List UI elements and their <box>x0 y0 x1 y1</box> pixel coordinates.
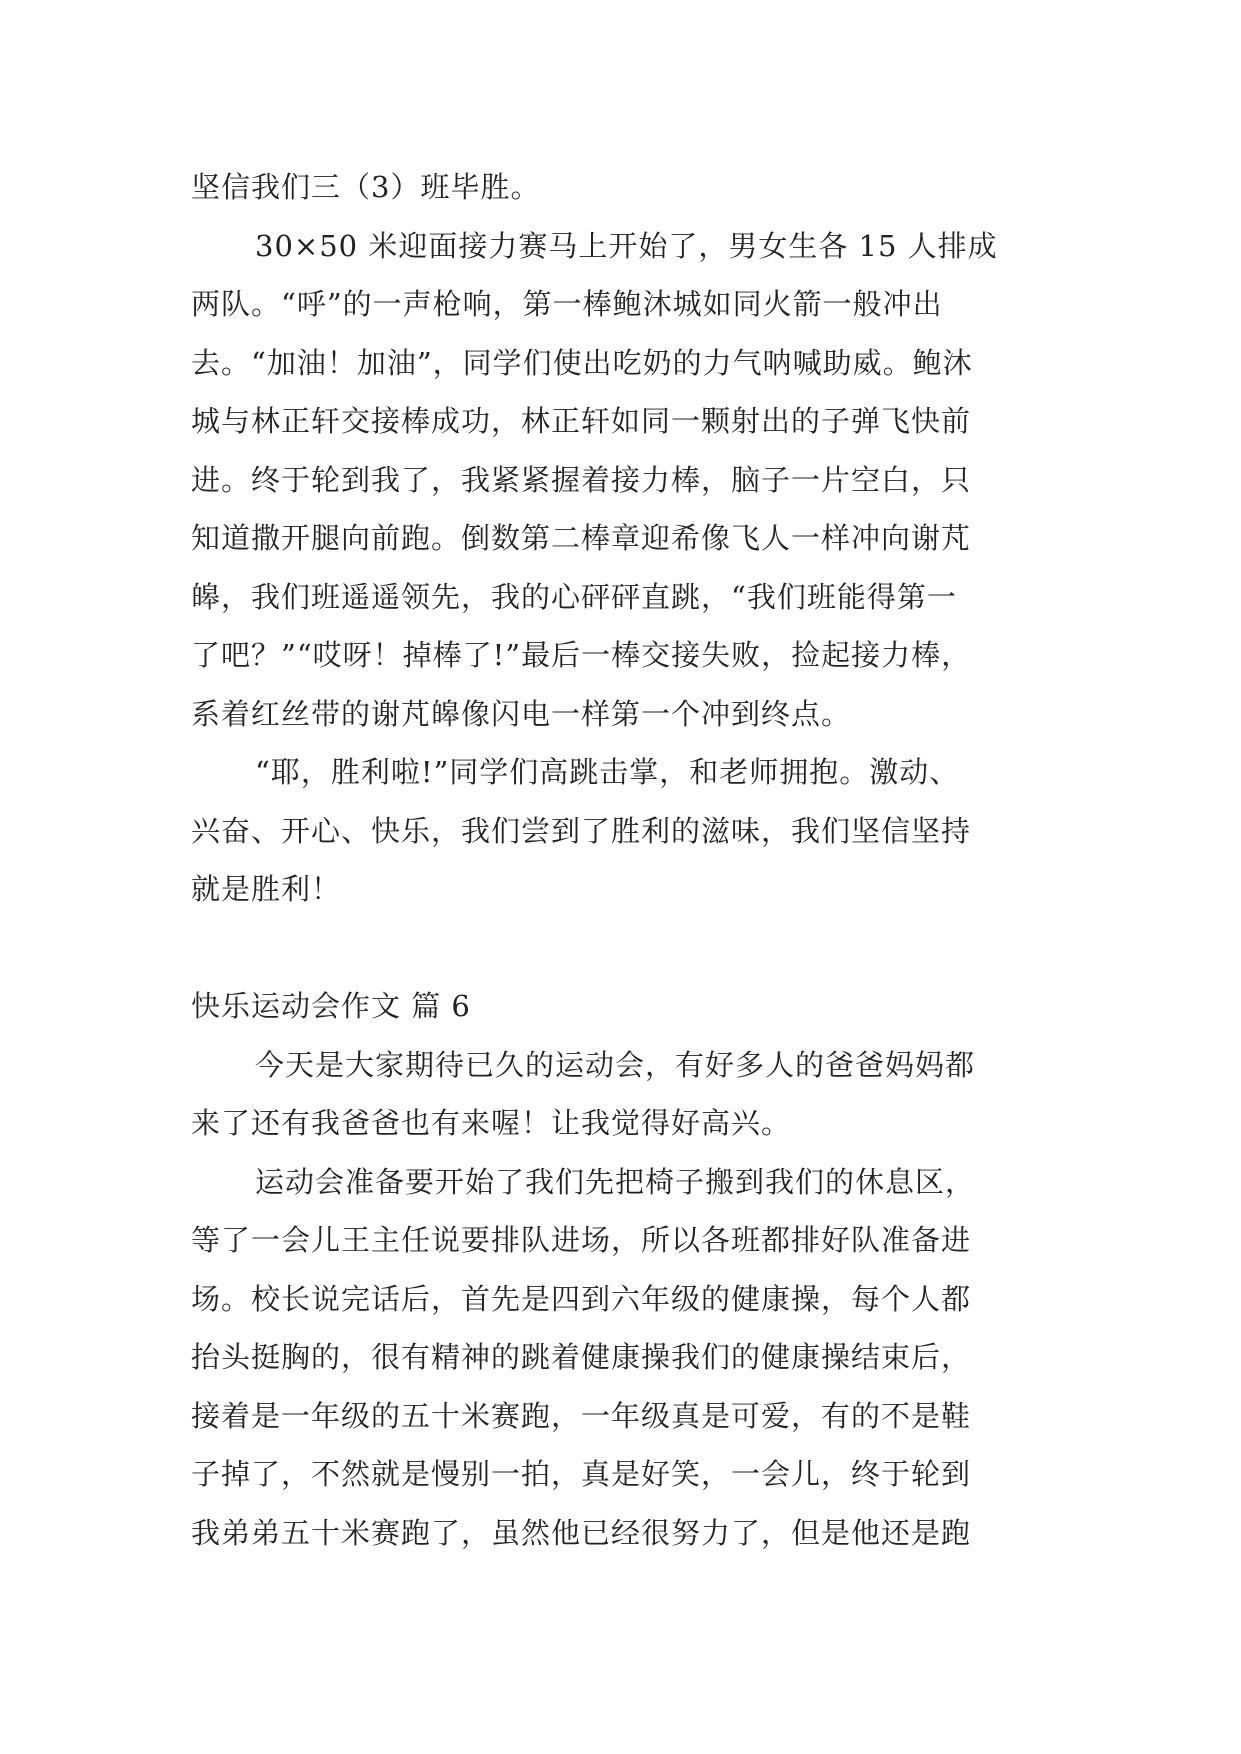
paragraph-line: 运动会准备要开始了我们先把椅子搬到我们的休息区， <box>255 1164 976 1199</box>
section-title: 快乐运动会作文 篇 6 <box>191 989 471 1023</box>
paragraph-line: 等了一会儿王主任说要排队进场，所以各班都排好队准备进 <box>191 1223 972 1257</box>
paragraph-line: 接着是一年级的五十米赛跑，一年级真是可爱，有的不是鞋 <box>191 1398 972 1433</box>
section-gap <box>191 919 1061 978</box>
paragraph-line: 了吧？”“哎呀！掉棒了!”最后一棒交接失败，捡起接力棒， <box>191 638 972 672</box>
paragraph-line: 坚信我们三（3）班毕胜。 <box>191 170 541 204</box>
paragraph-line: 城与林正轩交接棒成功，林正轩如同一颗射出的子弹飞快前 <box>191 404 972 438</box>
paragraph-line: 30×50 米迎面接力赛马上开始了，男女生各 15 人排成 <box>255 228 998 263</box>
paragraph-line: “耶，胜利啦!”同学们高跳击掌，和老师拥抱。激动、 <box>255 755 960 789</box>
paragraph-line: 系着红丝带的谢芃皞像闪电一样第一个冲到终点。 <box>191 696 852 731</box>
paragraph-line: 皞，我们班遥遥领先，我的心砰砰直跳，“我们班能得第一 <box>191 579 957 614</box>
paragraph-line: 就是胜利！ <box>191 872 342 906</box>
paragraph-line: 兴奋、开心、快乐，我们尝到了胜利的滋味，我们坚信坚持 <box>191 813 972 848</box>
paragraph-line: 今天是大家期待已久的运动会，有好多人的爸爸妈妈都 <box>255 1047 976 1082</box>
paragraph-line: 去。“加油！加油”，同学们使出吃奶的力气呐喊助威。鲍沐 <box>191 345 973 380</box>
paragraph-line: 我弟弟五十米赛跑了，虽然他已经很努力了，但是他还是跑 <box>191 1515 972 1550</box>
paragraph-line: 进。终于轮到我了，我紧紧握着接力棒，脑子一片空白，只 <box>191 462 972 497</box>
document-body <box>191 158 1061 1562</box>
paragraph-line: 子掉了，不然就是慢别一拍，真是好笑，一会儿，终于轮到 <box>191 1457 972 1491</box>
paragraph-line: 知道撒开腿向前跑。倒数第二棒章迎希像飞人一样冲向谢芃 <box>191 521 972 555</box>
paragraph-line: 来了还有我爸爸也有来喔！让我觉得好高兴。 <box>191 1106 792 1140</box>
paragraph-line: 抬头挺胸的，很有精神的跳着健康操我们的健康操结束后， <box>191 1340 972 1374</box>
paragraph-line: 场。校长说完话后，首先是四到六年级的健康操，每个人都 <box>191 1281 972 1316</box>
paragraph-line: 两队。“呼”的一声枪响，第一棒鲍沐城如同火箭一般冲出 <box>191 287 943 321</box>
